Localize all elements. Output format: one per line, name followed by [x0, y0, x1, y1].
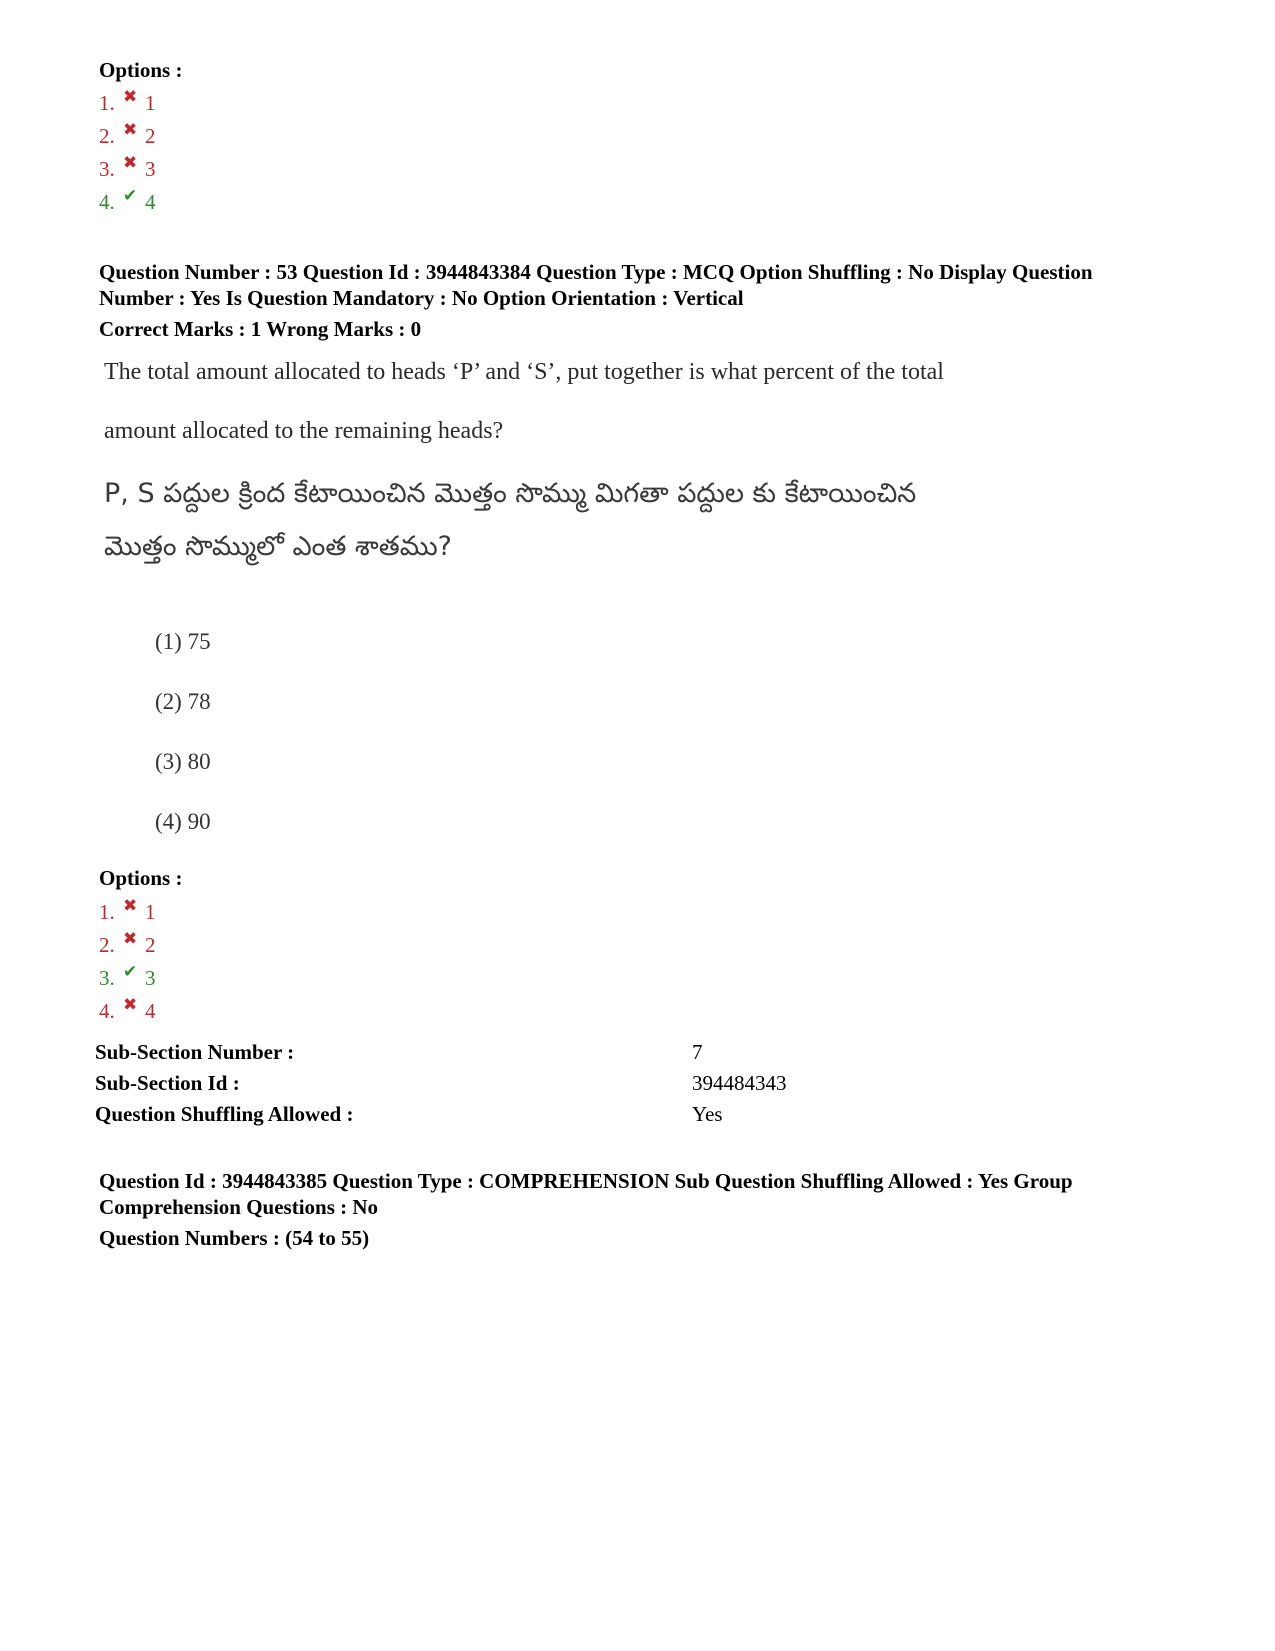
subsection-id-label: Sub-Section Id :	[95, 1071, 240, 1095]
comprehension-header-line2: Comprehension Questions : No	[99, 1195, 379, 1219]
option-number: 4.	[99, 189, 115, 214]
subsection-number-label: Sub-Section Number :	[95, 1040, 295, 1064]
answer-choice: (2) 78	[155, 689, 211, 714]
cross-icon: ✖	[123, 120, 138, 139]
option-label: 2	[145, 932, 156, 957]
option-item	[99, 155, 156, 183]
cross-icon: ✖	[123, 153, 138, 172]
question-shuffling-value: Yes	[692, 1102, 723, 1126]
answer-choice: (4) 90	[155, 809, 211, 834]
option-label: 3	[145, 156, 156, 181]
option-item	[99, 997, 156, 1025]
option-item	[99, 964, 156, 992]
checkmark-icon: ✔	[123, 186, 138, 205]
answer-choice: (3) 80	[155, 749, 211, 774]
answer-choice: (1) 75	[155, 629, 211, 654]
option-label: 3	[145, 965, 156, 990]
option-number: 3.	[99, 156, 115, 181]
option-number: 4.	[99, 998, 115, 1023]
option-item	[99, 89, 156, 117]
option-number: 1.	[99, 90, 115, 115]
subsection-id-value: 394484343	[692, 1071, 787, 1095]
checkmark-icon: ✔	[123, 962, 138, 981]
question-text-en-line1: The total amount allocated to heads ‘P’ and ‘S’, put together is what percent of the total	[104, 359, 944, 385]
option-item	[99, 898, 156, 926]
question-shuffling-label: Question Shuffling Allowed :	[95, 1102, 354, 1126]
option-label: 1	[145, 90, 156, 115]
option-number: 3.	[99, 965, 115, 990]
option-number: 1.	[99, 899, 115, 924]
cross-icon: ✖	[123, 929, 138, 948]
option-number: 2.	[99, 123, 115, 148]
option-item	[99, 931, 156, 959]
question-text-en-line2: amount allocated to the remaining heads?	[104, 418, 504, 444]
question-numbers: Question Numbers : (54 to 55)	[99, 1226, 370, 1250]
subsection-number-value: 7	[692, 1040, 703, 1064]
question-text-te-line1: P, S పద్దుల క్రింద కేటాయించిన మొత్తం సొమ్ము మిగతా పద్దుల కు కేటాయించిన	[104, 478, 917, 509]
option-label: 4	[145, 189, 156, 214]
comprehension-header-line1: Question Id : 3944843385 Question Type : COMPREHENSION Sub Question Shuffling Allowed : Yes Group	[99, 1169, 1073, 1193]
options-heading: Options :	[99, 58, 183, 82]
option-item	[99, 122, 156, 150]
option-label: 4	[145, 998, 156, 1023]
question-text-te-line2: మొత్తం సొమ్ములో ఎంత శాతము?	[104, 531, 452, 562]
cross-icon: ✖	[123, 87, 138, 106]
option-number: 2.	[99, 932, 115, 957]
question-header-line1: Question Number : 53 Question Id : 3944843384 Question Type : MCQ Option Shuffling : No Display Question	[99, 260, 1093, 284]
options-heading: Options :	[99, 866, 183, 890]
option-item	[99, 188, 156, 216]
option-label: 2	[145, 123, 156, 148]
cross-icon: ✖	[123, 995, 138, 1014]
question-header-line2: Number : Yes Is Question Mandatory : No Option Orientation : Vertical	[99, 286, 744, 310]
question-marks: Correct Marks : 1 Wrong Marks : 0	[99, 317, 422, 341]
option-label: 1	[145, 899, 156, 924]
cross-icon: ✖	[123, 896, 138, 915]
